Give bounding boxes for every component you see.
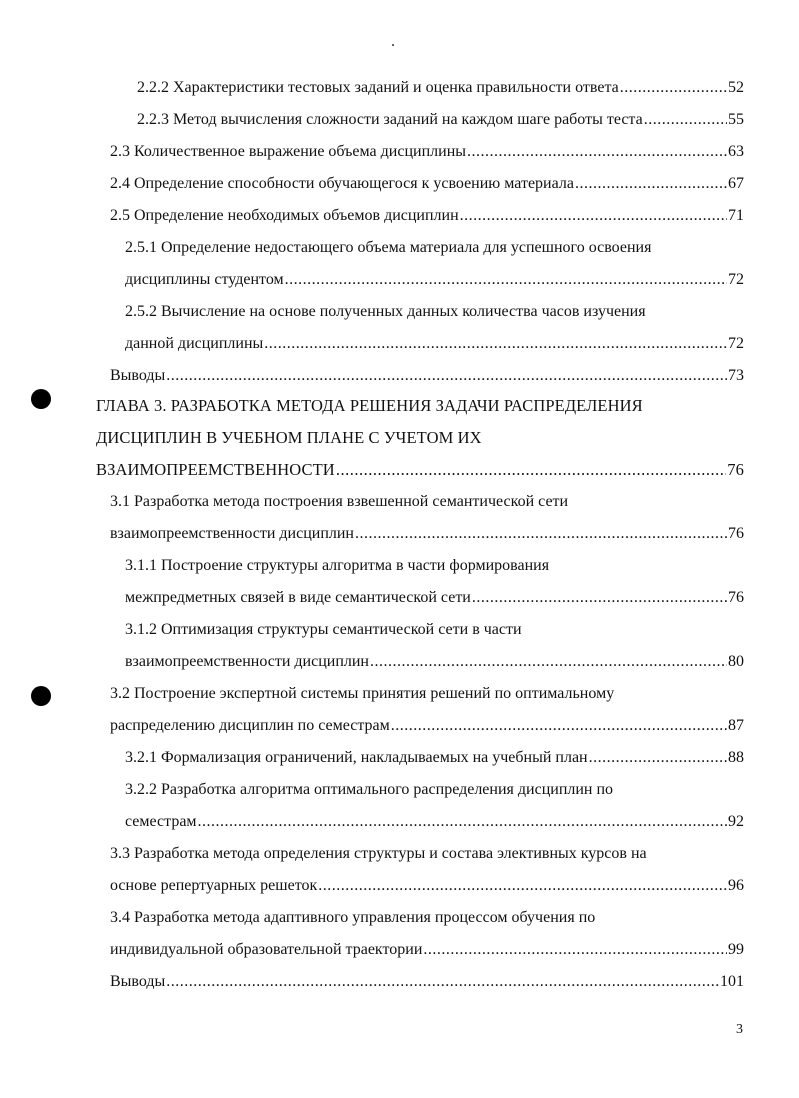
toc-entry-3-2-1[interactable] (125, 746, 744, 768)
toc-entry-label: ВЗАИМОПРЕЕМСТВЕННОСТИ (96, 460, 335, 479)
toc-page-number: 92 (728, 813, 744, 830)
toc-entry-label: взаимопреемственности дисциплин (110, 525, 354, 542)
toc-page-number: 96 (728, 877, 744, 894)
dot-leader (285, 270, 727, 290)
binder-hole (31, 389, 51, 409)
toc-entry-label: семестрам (125, 813, 197, 830)
scan-speck (392, 44, 394, 46)
toc-entry-label: ГЛАВА 3. РАЗРАБОТКА МЕТОДА РЕШЕНИЯ ЗАДАЧИ РАСПРЕДЕЛЕНИЯ (96, 396, 643, 415)
dot-leader (472, 588, 727, 608)
toc-entry-label: дисциплины студентом (125, 271, 284, 288)
toc-entry-2-4[interactable] (110, 172, 744, 194)
toc-entry-2-5-1-line2[interactable] (125, 268, 744, 290)
dot-leader (166, 972, 719, 992)
toc-entry-label: индивидуальной образовательной траектории (110, 941, 423, 958)
toc-page-number: 73 (728, 367, 744, 384)
toc-page-number: 52 (728, 79, 744, 96)
toc-entry-label: 2.5.2 Вычисление на основе полученных данных количества часов изучения (125, 303, 646, 320)
toc-entry-3-1-line1[interactable] (110, 490, 744, 512)
toc-entry-3-1-line2[interactable] (110, 522, 744, 544)
toc-entry-label: 3.1.1 Построение структуры алгоритма в части формирования (125, 557, 550, 574)
toc-entry-label: 3.1 Разработка метода построения взвешенной семантической сети (110, 493, 569, 510)
toc-entry-label: 2.5.1 Определение недостающего объема материала для успешного освоения (125, 239, 652, 256)
toc-entry-2-3[interactable] (110, 140, 744, 162)
dot-leader (391, 716, 727, 736)
toc-entry-label: 2.5 Определение необходимых объемов дисциплин (110, 207, 459, 224)
dot-leader (355, 524, 727, 544)
toc-page-number: 88 (728, 749, 744, 766)
toc-page-number: 80 (728, 653, 744, 670)
toc-entry-label: основе репертуарных решеток (110, 877, 318, 894)
toc-entry-3-3-line1[interactable] (110, 842, 744, 864)
toc-entry-3-3-line2[interactable] (110, 874, 744, 896)
toc-entry-label: ДИСЦИПЛИН В УЧЕБНОМ ПЛАНЕ С УЧЕТОМ ИХ (96, 428, 482, 447)
page-number: 3 (736, 1022, 743, 1037)
toc-chapter-3-line3[interactable] (96, 458, 744, 480)
dot-leader (370, 652, 727, 672)
toc-page-number: 63 (728, 143, 744, 160)
toc-entry-label: 3.4 Разработка метода адаптивного управления процессом обучения по (110, 909, 596, 926)
toc-page-number: 76 (727, 460, 744, 479)
toc-entry-label: 3.2 Построение экспертной системы принятия решений по оптимальному (110, 685, 615, 702)
toc-entry-3-2-2-line2[interactable] (125, 810, 744, 832)
toc-entry-label: 3.1.2 Оптимизация структуры семантической сети в части (125, 621, 522, 638)
toc-entry-2-5-2-line1[interactable] (125, 300, 744, 322)
toc-entry-2-5-2-line2[interactable] (125, 332, 744, 354)
toc-entry-conclusions-ch2[interactable] (110, 364, 744, 386)
toc-entry-2-2-2[interactable] (137, 76, 744, 98)
toc-entry-label: 3.2.2 Разработка алгоритма оптимального распределения дисциплин по (125, 781, 614, 798)
toc-entry-label: распределению дисциплин по семестрам (110, 717, 390, 734)
toc-page-number: 72 (728, 335, 744, 352)
toc-entry-3-1-2-line2[interactable] (125, 650, 744, 672)
toc-entry-label: 2.4 Определение способности обучающегося к усвоению материала (110, 175, 574, 192)
toc-page-number: 72 (728, 271, 744, 288)
toc-entry-2-2-3[interactable] (137, 108, 744, 130)
dot-leader (644, 110, 727, 130)
toc-page-number: 67 (728, 175, 744, 192)
dot-leader (575, 174, 727, 194)
dot-leader (620, 78, 727, 98)
toc-entry-label: данной дисциплины (125, 335, 264, 352)
toc-entry-label: Выводы (110, 367, 166, 384)
toc-entry-label: 2.3 Количественное выражение объема дисциплины (110, 143, 466, 160)
toc-chapter-3-line2[interactable] (96, 426, 744, 448)
toc-entry-label: 3.2.1 Формализация ограничений, накладываемых на учебный план (125, 749, 588, 766)
toc-entry-3-2-2-line1[interactable] (125, 778, 744, 800)
toc-entry-3-4-line2[interactable] (110, 938, 744, 960)
dot-leader (166, 366, 727, 386)
binder-hole (31, 686, 51, 706)
toc-entry-2-5-1-line1[interactable] (125, 236, 744, 258)
toc-page-number: 71 (728, 207, 744, 224)
dot-leader (460, 206, 727, 226)
toc-entry-2-5[interactable] (110, 204, 744, 226)
toc-page-number: 87 (728, 717, 744, 734)
toc-entry-3-1-1-line2[interactable] (125, 586, 744, 608)
toc-page-number: 76 (728, 589, 744, 606)
dot-leader (467, 142, 727, 162)
toc-entry-3-2-line1[interactable] (110, 682, 744, 704)
toc-entry-label: Выводы (110, 973, 166, 990)
toc-page-number: 99 (728, 941, 744, 958)
toc-entry-label: межпредметных связей в виде семантической сети (125, 589, 471, 606)
toc-page-number: 76 (728, 525, 744, 542)
dot-leader (423, 940, 727, 960)
toc-entry-3-1-2-line1[interactable] (125, 618, 744, 640)
toc-entry-3-4-line1[interactable] (110, 906, 744, 928)
dot-leader (336, 460, 726, 480)
toc-entry-3-2-line2[interactable] (110, 714, 744, 736)
dot-leader (318, 876, 727, 896)
dot-leader (264, 334, 727, 354)
toc-page-number: 101 (720, 973, 744, 990)
toc-chapter-3-line1[interactable] (96, 394, 744, 416)
dot-leader (198, 812, 727, 832)
toc-entry-label: 2.2.3 Метод вычисления сложности заданий на каждом шаге работы теста (137, 111, 643, 128)
toc-entry-label: взаимопреемственности дисциплин (125, 653, 369, 670)
dot-leader (589, 748, 727, 768)
toc-entry-label: 2.2.2 Характеристики тестовых заданий и оценка правильности ответа (137, 79, 619, 96)
toc-page-number: 55 (728, 111, 744, 128)
toc-entry-conclusions-ch3[interactable] (110, 970, 744, 992)
toc-entry-label: 3.3 Разработка метода определения структуры и состава элективных курсов на (110, 845, 647, 862)
toc-entry-3-1-1-line1[interactable] (125, 554, 744, 576)
